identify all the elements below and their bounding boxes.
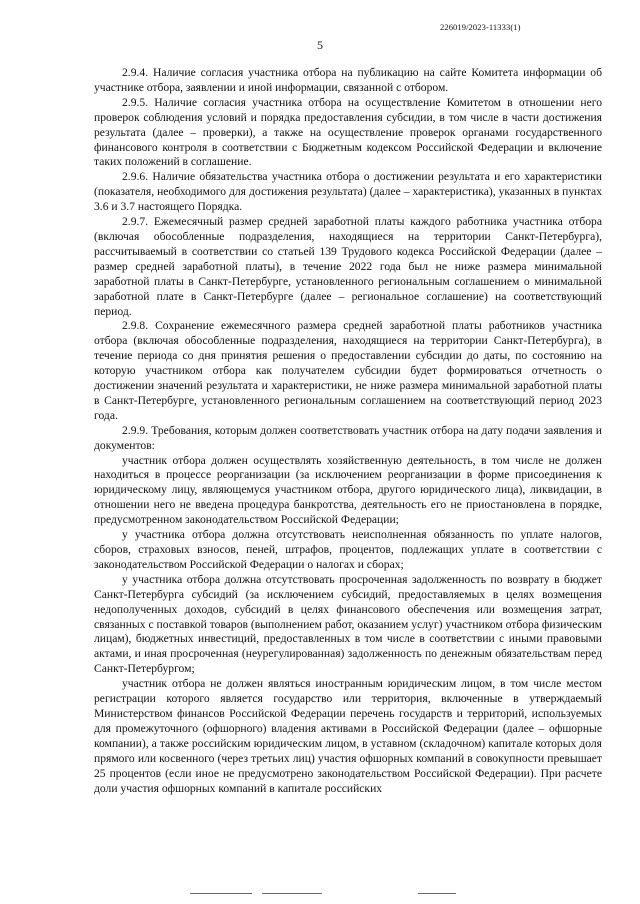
- page-number: 5: [317, 38, 323, 52]
- requirement-not-foreign-entity: участник отбора не должен являться иностранным юридическим лицом, в том числе местом регистрации которого является государство или территория, включенные в утверждаемый Министерством финансов Российской Федерации перечень государств и территорий, используемых для промежуточного (офшорного) владения активами в Российской Федерации (далее – офшорные компании), а также российским юридическим лицом, в уставном (складочном) капитале которых доля прямого или косвенного (через третьих лиц) участия офшорных компаний в совокупности превышает 25 процентов (если иное не предусмотрено законодательством Российской Федерации). При расчете доли участия офшорных компаний в капитале российских: [94, 677, 602, 795]
- scan-artifact-line: [262, 893, 322, 894]
- paragraph-2-9-6: 2.9.6. Наличие обязательства участника отбора о достижении результата и его характеристики (показателя, необходимого для достижения результата) (далее – характеристика), указанных в пунктах 3.6 и 3.7 настоящего Порядка.: [94, 170, 602, 214]
- scan-artifact-line: [418, 893, 456, 894]
- scan-artifact-line: [190, 893, 252, 894]
- requirement-economic-activity: участник отбора должен осуществлять хозяйственную деятельность, в том числе не должен находиться в процессе реорганизации (за исключением реорганизации в форме присоединения к юридическому лицу, являющемуся участником отбора, другого юридического лица), ликвидации, в отношении него не введена процедура банкротства, деятельность его не приостановлена в порядке, предусмотренном законодательством Российской Федерации;: [94, 453, 602, 527]
- paragraph-2-9-9: 2.9.9. Требования, которым должен соответствовать участник отбора на дату подачи заявления и документов:: [94, 423, 602, 452]
- paragraph-2-9-7: 2.9.7. Ежемесячный размер средней заработной платы каждого работника участника отбора (включая обособленные подразделения, находящиеся на территории Санкт-Петербурга), рассчитываемый в соответствии со статьей 139 Трудового кодекса Российской Федерации (далее – размер средней заработной платы), в течение 2022 года был не ниже размера минимальной заработной платы в Санкт-Петербурге, установленного региональным соглашением о минимальной заработной плате в Санкт-Петербурге (далее – региональное соглашение) на соответствующий период.: [94, 215, 602, 318]
- paragraph-2-9-4: 2.9.4. Наличие согласия участника отбора на публикацию на сайте Комитета информации об участнике отбора, заявлении и иной информации, связанной с отбором.: [94, 66, 602, 94]
- document-registration-number: 226019/2023-11333(1): [440, 22, 521, 32]
- document-body: [94, 66, 602, 796]
- paragraph-2-9-5: 2.9.5. Наличие согласия участника отбора на осуществление Комитетом в отношении него проверок соблюдения условий и порядка предоставления субсидии, в том числе в части достижения результата (далее – проверки), а также на осуществление проверок органами государственного финансового контроля в соответствии с Бюджетным кодексом Российской Федерации и включение таких положений в соглашение.: [94, 95, 602, 169]
- requirement-no-overdue-debt: у участника отбора должна отсутствовать просроченная задолженность по возврату в бюджет Санкт-Петербурга субсидий (за исключением субсидий, предоставляемых в целях возмещения недополученных доходов, субсидий в целях финансового обеспечения или возмещения затрат, связанных с поставкой товаров (выполнением работ, оказанием услуг) участником отбора физическим лицам), бюджетных инвестиций, предоставленных в том числе в соответствии с иными правовыми актами, и иная просроченная (неурегулированная) задолженность по денежным обязательствам перед Санкт-Петербургом;: [94, 572, 602, 676]
- paragraph-2-9-8: 2.9.8. Сохранение ежемесячного размера средней заработной платы работников участника отбора (включая обособленные подразделения, находящиеся на территории Санкт-Петербурга), в течение периода со дня принятия решения о предоставлении субсидии до даты, по состоянию на которую участником отбора как получателем субсидии будет формироваться отчетность о достижении значений результата и характеристики, не ниже размера минимальной заработной платы в Санкт-Петербурге, установленного региональным соглашением на соответствующий период 2023 года.: [94, 319, 602, 422]
- requirement-no-tax-debt: у участника отбора должна отсутствовать неисполненная обязанность по уплате налогов, сборов, страховых взносов, пеней, штрафов, процентов, подлежащих уплате в соответствии с законодательством Российской Федерации о налогах и сборах;: [94, 528, 602, 571]
